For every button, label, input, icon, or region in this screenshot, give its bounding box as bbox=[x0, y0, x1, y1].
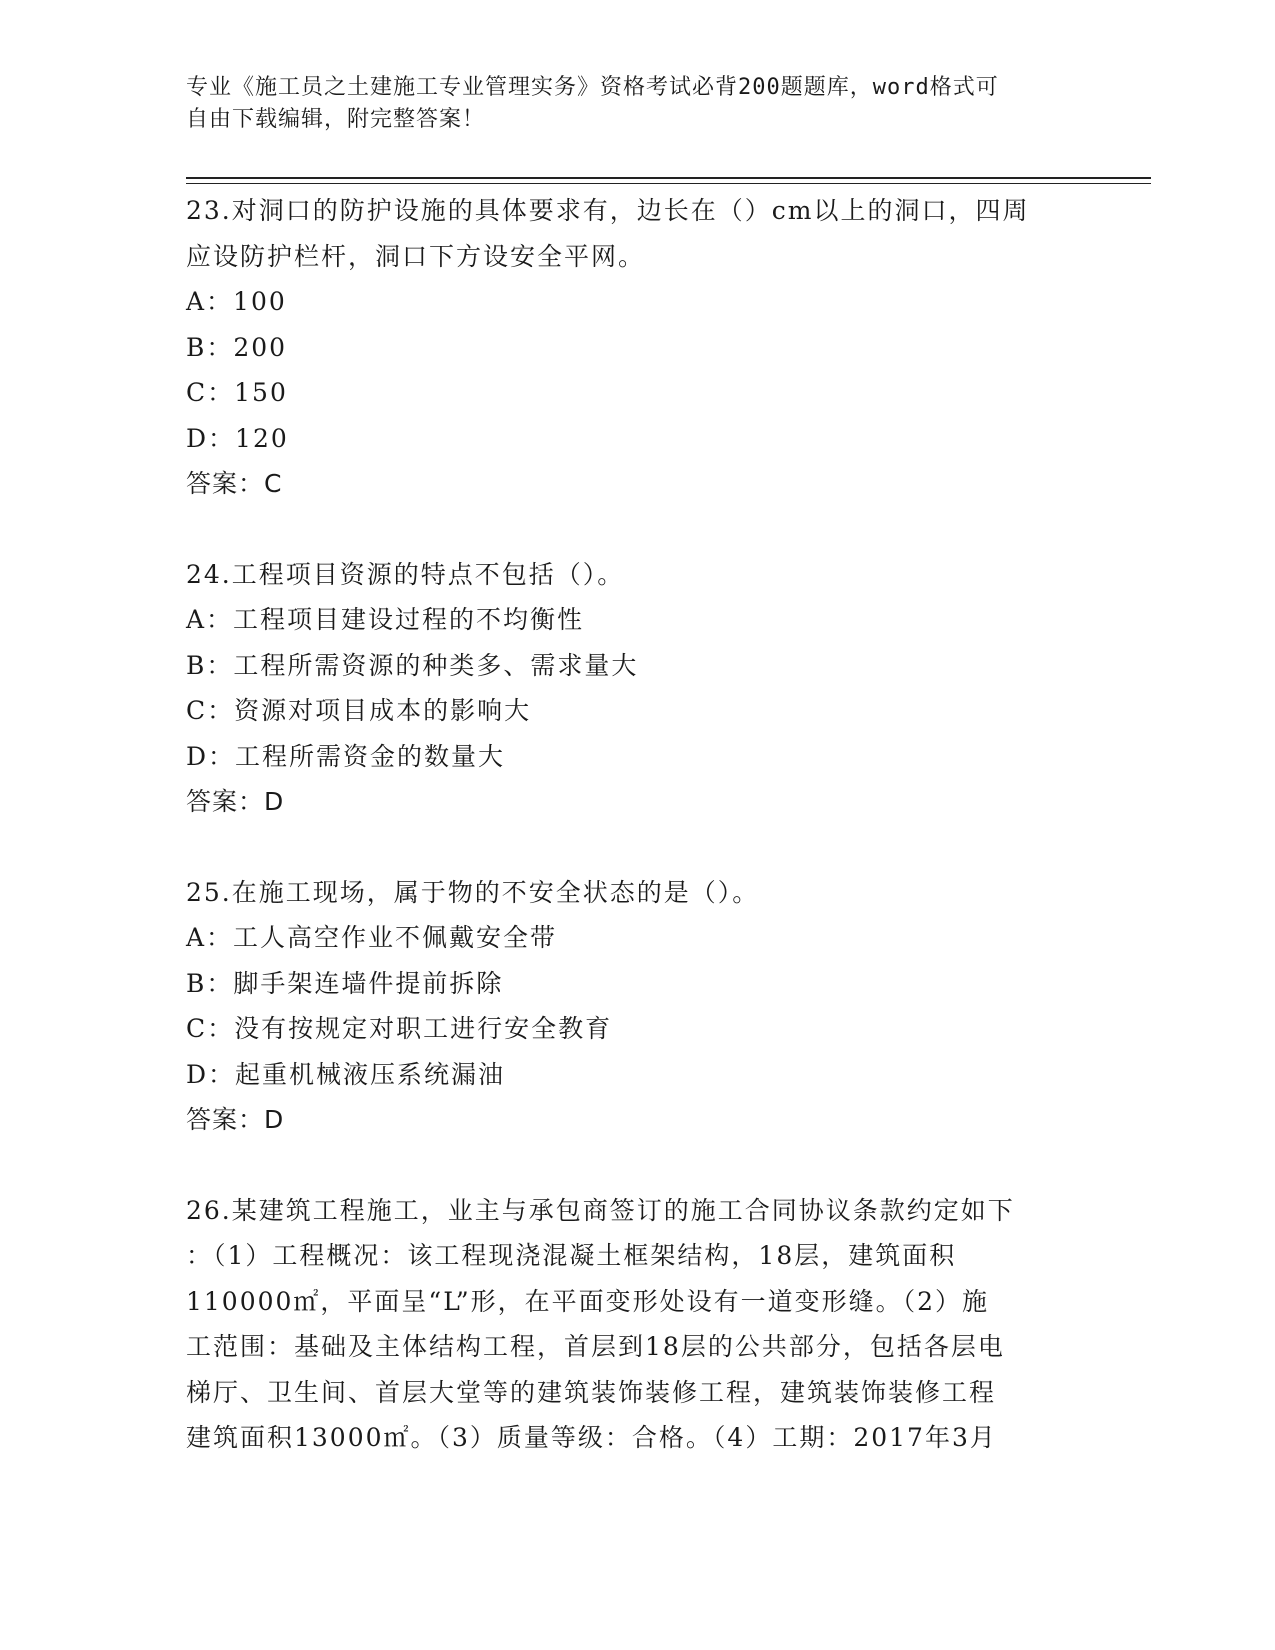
question-text: 23.对洞口的防护设施的具体要求有，边长在（）cm以上的洞口，四周 bbox=[186, 196, 1030, 225]
header-divider-thick bbox=[186, 177, 1151, 179]
question-list bbox=[186, 188, 1086, 1461]
option-d: D：120 bbox=[186, 423, 289, 453]
option-c: C：150 bbox=[186, 378, 288, 407]
header-line-2: 自由下载编辑，附完整答案！ bbox=[186, 107, 486, 132]
question-24 bbox=[186, 552, 1086, 825]
document-header bbox=[186, 72, 1066, 136]
option-a: A：工人高空作业不佩戴安全带 bbox=[186, 923, 558, 952]
option-b: B：工程所需资源的种类多、需求量大 bbox=[186, 650, 639, 680]
option-b: B：200 bbox=[186, 332, 288, 362]
question-26 bbox=[186, 1188, 1086, 1461]
answer: 答案：D bbox=[186, 1105, 285, 1134]
header-line-1: 专业《施工员之土建施工专业管理实务》资格考试必背200题题库，word格式可 bbox=[186, 75, 999, 100]
answer: 答案：D bbox=[186, 787, 285, 816]
question-text: 工范围：基础及主体结构工程，首层到18层的公共部分，包括各层电 bbox=[186, 1332, 1005, 1361]
option-c: C：资源对项目成本的影响大 bbox=[186, 696, 532, 725]
option-c: C：没有按规定对职工进行安全教育 bbox=[186, 1014, 613, 1043]
answer: 答案：C bbox=[186, 469, 283, 498]
option-a: A：工程项目建设过程的不均衡性 bbox=[186, 605, 585, 634]
question-text: 24.工程项目资源的特点不包括（）。 bbox=[186, 559, 625, 589]
question-text: ：（1）工程概况：该工程现浇混凝土框架结构，18层，建筑面积 bbox=[186, 1241, 957, 1270]
header-divider-thin bbox=[186, 183, 1151, 184]
question-25 bbox=[186, 870, 1086, 1143]
option-d: D：起重机械液压系统漏油 bbox=[186, 1059, 506, 1089]
question-text: 25.在施工现场，属于物的不安全状态的是（）。 bbox=[186, 877, 760, 907]
option-b: B：脚手架连墙件提前拆除 bbox=[186, 968, 504, 998]
question-text: 建筑面积13000㎡。（3）质量等级：合格。（4）工期：2017年3月 bbox=[186, 1423, 997, 1452]
option-d: D：工程所需资金的数量大 bbox=[186, 741, 506, 771]
question-text: 110000㎡，平面呈“L”形，在平面变形处设有一道变形缝。（2）施 bbox=[186, 1286, 990, 1316]
question-text: 26.某建筑工程施工，业主与承包商签订的施工合同协议条款约定如下 bbox=[186, 1195, 1015, 1225]
question-text: 梯厅、卫生间、首层大堂等的建筑装饰装修工程，建筑装饰装修工程 bbox=[186, 1377, 997, 1407]
question-23 bbox=[186, 188, 1086, 507]
question-text: 应设防护栏杆，洞口下方设安全平网。 bbox=[186, 241, 646, 271]
option-a: A：100 bbox=[186, 287, 287, 316]
